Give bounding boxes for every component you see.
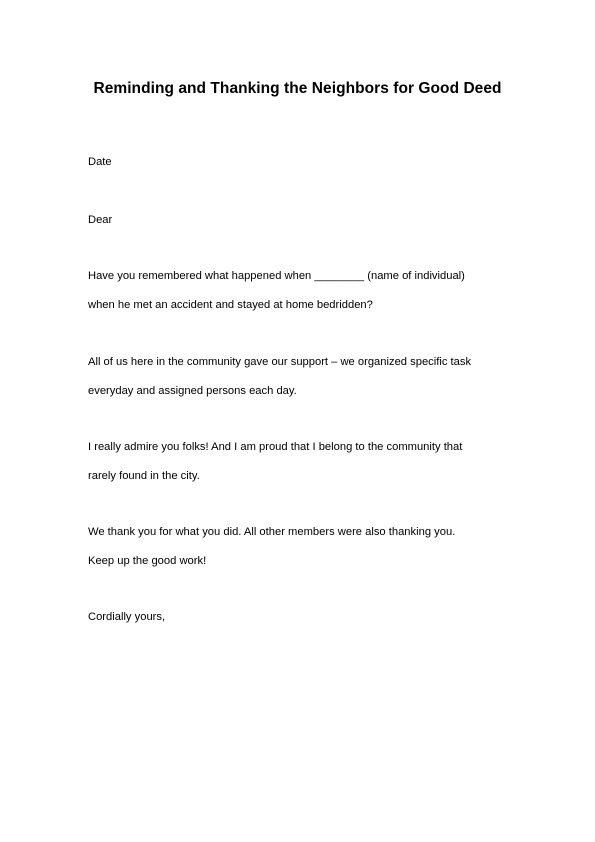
paragraph-2-line-2: everyday and assigned persons each day. <box>88 385 297 397</box>
salutation: Dear <box>88 214 113 226</box>
paragraph-4-line-1: We thank you for what you did. All other members were also thanking you. <box>88 526 456 538</box>
paragraph-3-line-1: I really admire you folks! And I am proud that I belong to the community that <box>88 441 463 453</box>
date-label: Date <box>88 156 112 168</box>
paragraph-2-line-1: All of us here in the community gave our support – we organized specific task <box>88 356 472 368</box>
page-title: Reminding and Thanking the Neighbors for Good Deed <box>93 80 502 97</box>
paragraph-4-line-2: Keep up the good work! <box>88 555 207 567</box>
paragraph-1-line-2: when he met an accident and stayed at home bedridden? <box>88 299 373 311</box>
closing: Cordially yours, <box>88 611 166 623</box>
paragraph-1-line-1: Have you remembered what happened when ________ (name of individual) <box>88 270 465 282</box>
paragraph-3-line-2: rarely found in the city. <box>88 470 200 482</box>
